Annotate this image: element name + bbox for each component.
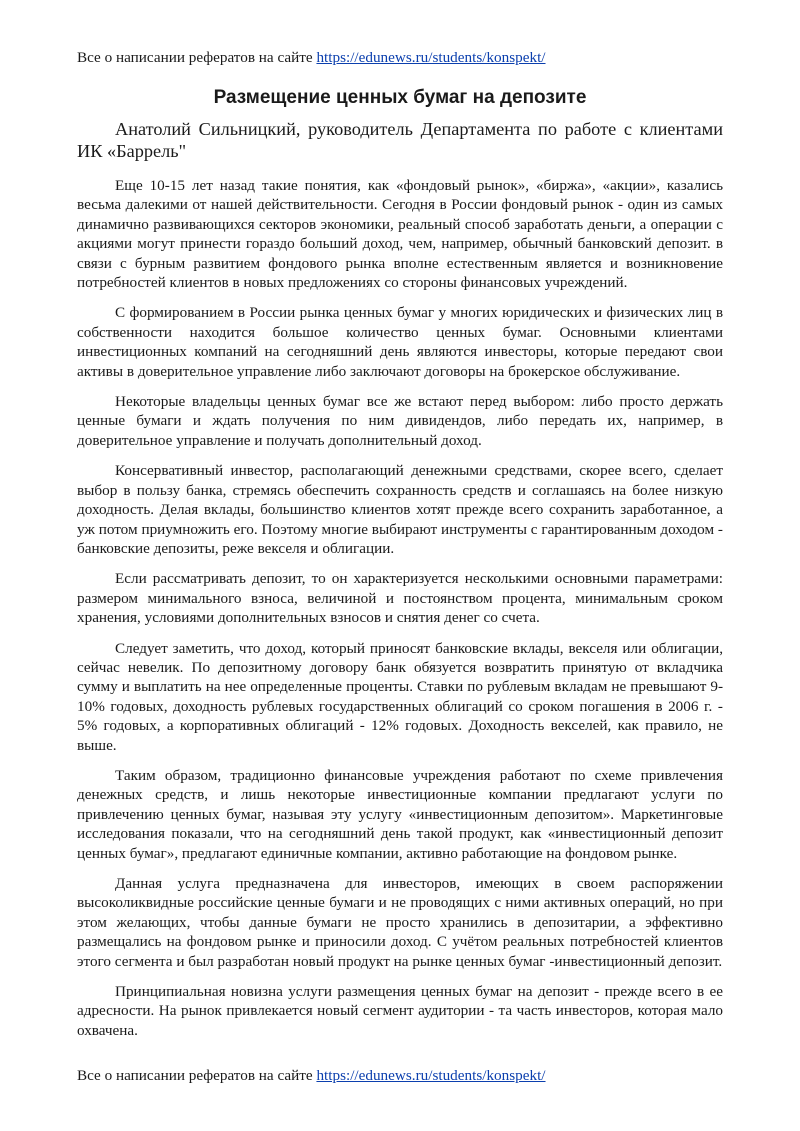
footer-banner <box>77 1066 546 1085</box>
footer-text: Все о написании рефератов на сайте <box>77 1067 317 1084</box>
header-text: Все о написании рефератов на сайте <box>77 49 317 66</box>
paragraph: Некоторые владельцы ценных бумаг все же встают перед выбором: либо просто держать ценные бумаги и ждать получения по ним дивидендов, либо передать их, например, в доверительное управление и получать дополнительный доход. <box>77 393 723 449</box>
article-title: Размещение ценных бумаг на депозите <box>213 87 587 108</box>
paragraph: Таким образом, традиционно финансовые учреждения работают по схеме привлечения денежных средств, и лишь некоторые инвестиционные компании предлагают услуги по привлечению ценных бумаг, называя эту услугу «инвестиционным депозитом». Маркетинговые исследования показали, что на сегодняшний день такой продукт, как «инвестиционный депозит ценных бумаг», предлагают единичные компании, активно работающие на фондовом рынке. <box>77 766 723 862</box>
paragraph: Данная услуга предназначена для инвесторов, имеющих в своем распоряжении высоколиквидные российские ценные бумаги и не проводящих с ними активных операций, но при этом желающих, чтобы данные бумаги не просто хранились в депозитарии, а эффективно размещались на фондовом рынке и приносили доход. С учётом реальных потребностей клиентов этого сегмента и был разработан новый продукт на рынке ценных бумаг -инвестиционный депозит. <box>77 875 723 970</box>
footer-link[interactable]: https://edunews.ru/students/konspekt/ <box>316 1067 546 1084</box>
paragraph: Еще 10-15 лет назад такие понятия, как «фондовый рынок», «биржа», «акции», казались весьма далекими от нашей действительности. Сегодня в России фондовый рынок - один из самых динамично развивающихся секторов экономики, реальный способ заработать деньги, а операции с акциями могут принести гораздо больший доход, чем, например, обычный банковский депозит. в связи с бурным развитием фондового рынка вполне естественным является и возникновение потребностей клиентов в новых предложениях со стороны финансовых учреждений. <box>77 177 723 292</box>
article <box>77 86 723 1051</box>
header-link[interactable]: https://edunews.ru/students/konspekt/ <box>316 49 546 66</box>
paragraph: Следует заметить, что доход, который приносят банковские вклады, векселя или облигации, сейчас невелик. По депозитному договору банк обязуется возвратить принятую от вкладчика сумму и выплатить на нее определенные проценты. Ставки по рублевым вкладам не превышают 9-10% годовых, доходность рублевых государственных облигаций со сроком погашения в 2006 г. - 5% годовых, а корпоративных облигаций - 12% годовых. Доходность векселей, как правило, не выше. <box>77 639 723 754</box>
paragraph: Принципиальная новизна услуги размещения ценных бумаг на депозит - прежде всего в ее адресности. На рынок привлекается новый сегмент аудитории - та часть инвесторов, которая мало охвачена. <box>77 983 723 1039</box>
header-banner <box>77 48 546 67</box>
paragraph: Если рассматривать депозит, то он характеризуется несколькими основными параметрами: размером минимального взноса, величиной и постоянством процента, минимальным сроком хранения, условиями дополнительных взносов и снятия денег со счета. <box>77 570 723 627</box>
paragraph: Консервативный инвестор, располагающий денежными средствами, скорее всего, сделает выбор в пользу банка, стремясь обеспечить сохранность средств и соглашаясь на более низкую доходность. Делая вклады, большинство клиентов хотят прежде всего сохранить заработанное, а уж потом приумножить его. Поэтому многие выбирают инструменты с гарантированным доходом - банковские депозиты, реже векселя и облигации. <box>77 462 723 557</box>
paragraph: С формированием в России рынка ценных бумаг у многих юридических и физических лиц в собственности находится большое количество ценных бумаг. Основными клиентами инвестиционных компаний на сегодняшний день являются инвесторы, которые передают свои активы в доверительное управление либо заключают договоры на брокерское обслуживание. <box>77 304 723 380</box>
article-author: Анатолий Сильницкий, руководитель Департамента по работе с клиентами ИК «Баррель" <box>77 119 723 161</box>
